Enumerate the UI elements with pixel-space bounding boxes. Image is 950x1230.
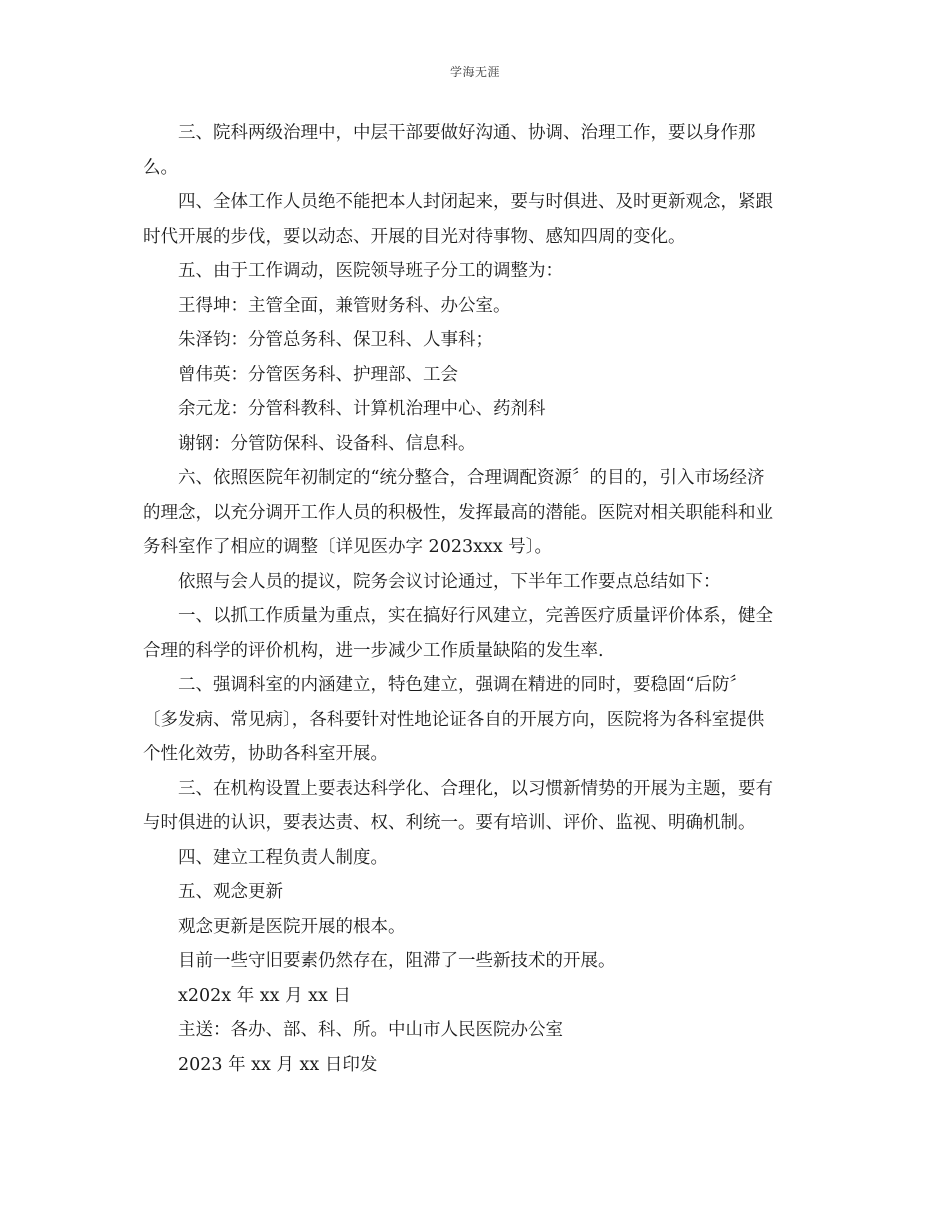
text-line: 主送：各办、部、科、所。中山市人民医院办公室 — [178, 1020, 563, 1040]
text-line: x202x 年 xx 月 xx 日 — [178, 985, 351, 1006]
document-body — [143, 116, 815, 1082]
text-line: 目前一些守旧要素仍然存在，阻滞了一些新技术的开展。 — [178, 951, 616, 971]
text-line: 朱泽钧：分管总务科、保卫科、人事科； — [178, 330, 493, 350]
text-line: 王得坤：主管全面，兼管财务科、办公室。 — [178, 295, 511, 316]
text-line: 一、以抓工作质量为重点，实在搞好行风建立，完善医疗质量评价体系，健全 — [178, 606, 773, 626]
text-line: 余元龙：分管科教科、计算机治理中心、药剂科 — [178, 399, 546, 419]
text-line: 观念更新是医院开展的根本。 — [178, 916, 406, 937]
text-line: 三、在机构设置上要表达科学化、合理化，以习惯新情势的开展为主题，要有 — [178, 778, 773, 799]
text-line: 2023 年 xx 月 xx 日印发 — [178, 1054, 378, 1075]
text-line: 合理的科学的评价机构，进一步减少工作质量缺陷的发生率. — [143, 640, 604, 661]
text-line: 么。 — [143, 157, 178, 178]
text-line: 六、依照医院年初制定的“统分整合，合理调配资源〞的目的，引入市场经济 — [178, 468, 765, 488]
text-line: 五、由于工作调动，医院领导班子分工的调整为： — [178, 261, 563, 281]
text-line: 二、强调科室的内涵建立，特色建立，强调在精进的同时，要稳固“后防〞 — [178, 675, 747, 695]
text-line: 务科室作了相应的调整〔详见医办字 2023xxx 号〕。 — [143, 537, 553, 557]
text-line: 与时俱进的认识，要表达责、权、利统一。要有培训、评价、监视、明确机制。 — [143, 813, 756, 833]
text-line: 的理念，以充分调开工作人员的积极性，发挥最高的潜能。医院对相关职能科和业 — [143, 502, 773, 523]
text-line: 〔多发病、常见病〕，各科要针对性地论证各自的开展方向，医院将为各科室提供 — [143, 709, 765, 730]
text-line: 时代开展的步伐，要以动态、开展的目光对待事物、感知四周的变化。 — [143, 226, 686, 247]
text-line: 曾伟英：分管医务科、护理部、工会 — [178, 364, 458, 385]
text-line: 谢钢：分管防保科、设备科、信息科。 — [178, 433, 476, 454]
text-line: 个性化效劳，协助各科室开展。 — [143, 744, 388, 764]
text-line: 四、建立工程负责人制度。 — [178, 847, 388, 868]
text-line: 三、院科两级治理中，中层干部要做好沟通、协调、治理工作，要以身作那 — [178, 123, 756, 143]
text-line: 五、观念更新 — [178, 882, 283, 902]
page-header: 学海无涯 — [449, 65, 500, 79]
text-line: 依照与会人员的提议，院务会议讨论通过，下半年工作要点总结如下： — [178, 571, 721, 592]
text-line: 四、全体工作人员绝不能把本人封闭起来，要与时俱进、及时更新观念，紧跟 — [178, 192, 773, 212]
